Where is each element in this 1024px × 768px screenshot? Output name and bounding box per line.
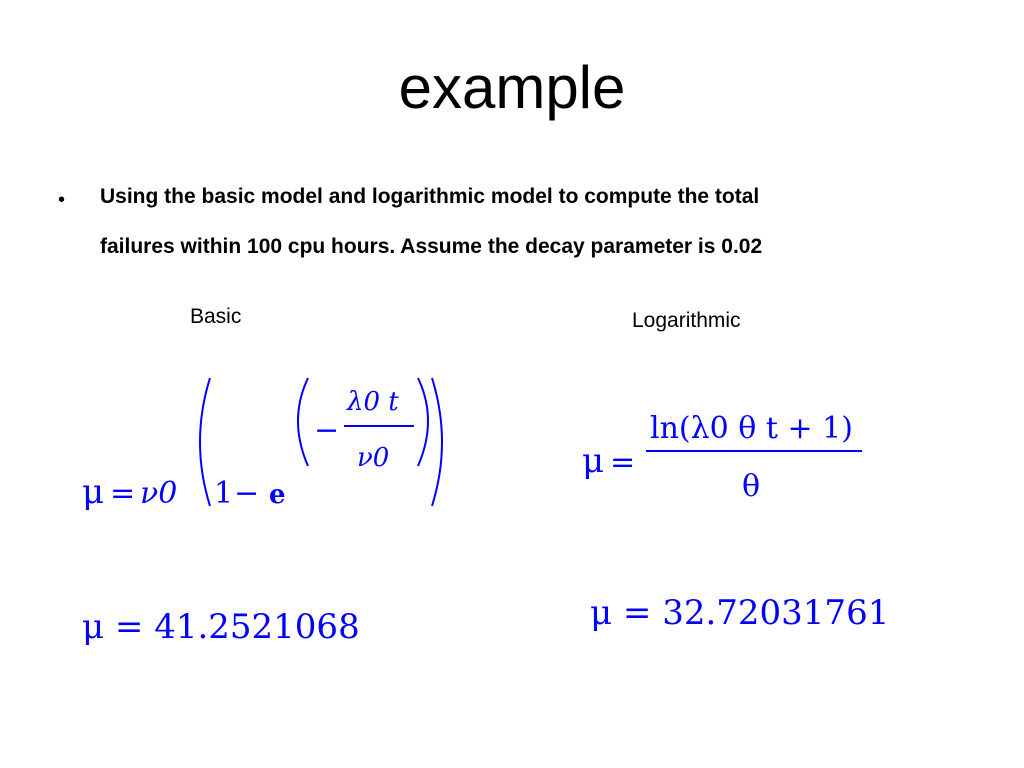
logarithmic-result: μ = 32.72031761: [590, 593, 890, 633]
basic-equals: =: [110, 476, 136, 511]
log-numerator: ln(λ0 θ t + 1): [650, 411, 853, 446]
inner-right-paren: [418, 378, 428, 466]
bullet-text-line-2: failures within 100 cpu hours. Assume the decay parameter is 0.02: [100, 235, 763, 258]
logarithmic-formula: [582, 400, 872, 510]
inner-left-paren: [298, 378, 308, 466]
basic-neg: −: [314, 413, 340, 448]
bullet-text-line-1: Using the basic model and logarithmic model to compute the total: [100, 185, 760, 208]
basic-result: μ = 41.2521068: [82, 607, 360, 647]
outer-left-paren: [200, 378, 210, 506]
basic-mu: μ: [82, 472, 105, 512]
log-denominator: θ: [742, 469, 761, 504]
basic-minus: −: [234, 476, 260, 511]
basic-numerator: λ0 t: [347, 387, 399, 417]
logarithmic-label: Logarithmic: [632, 309, 741, 332]
outer-right-paren: [432, 378, 442, 506]
basic-label: Basic: [190, 305, 242, 328]
log-equals: =: [610, 445, 636, 480]
slide-title: example: [398, 54, 626, 121]
basic-denominator: ν0: [357, 443, 390, 473]
log-mu: μ: [582, 441, 605, 481]
bullet-text: [100, 172, 958, 272]
basic-formula: [82, 370, 462, 515]
bullet-icon: •: [58, 189, 66, 211]
basic-v0: ν0: [140, 476, 178, 511]
basic-one: 1: [214, 476, 234, 511]
basic-e: e: [269, 480, 286, 510]
